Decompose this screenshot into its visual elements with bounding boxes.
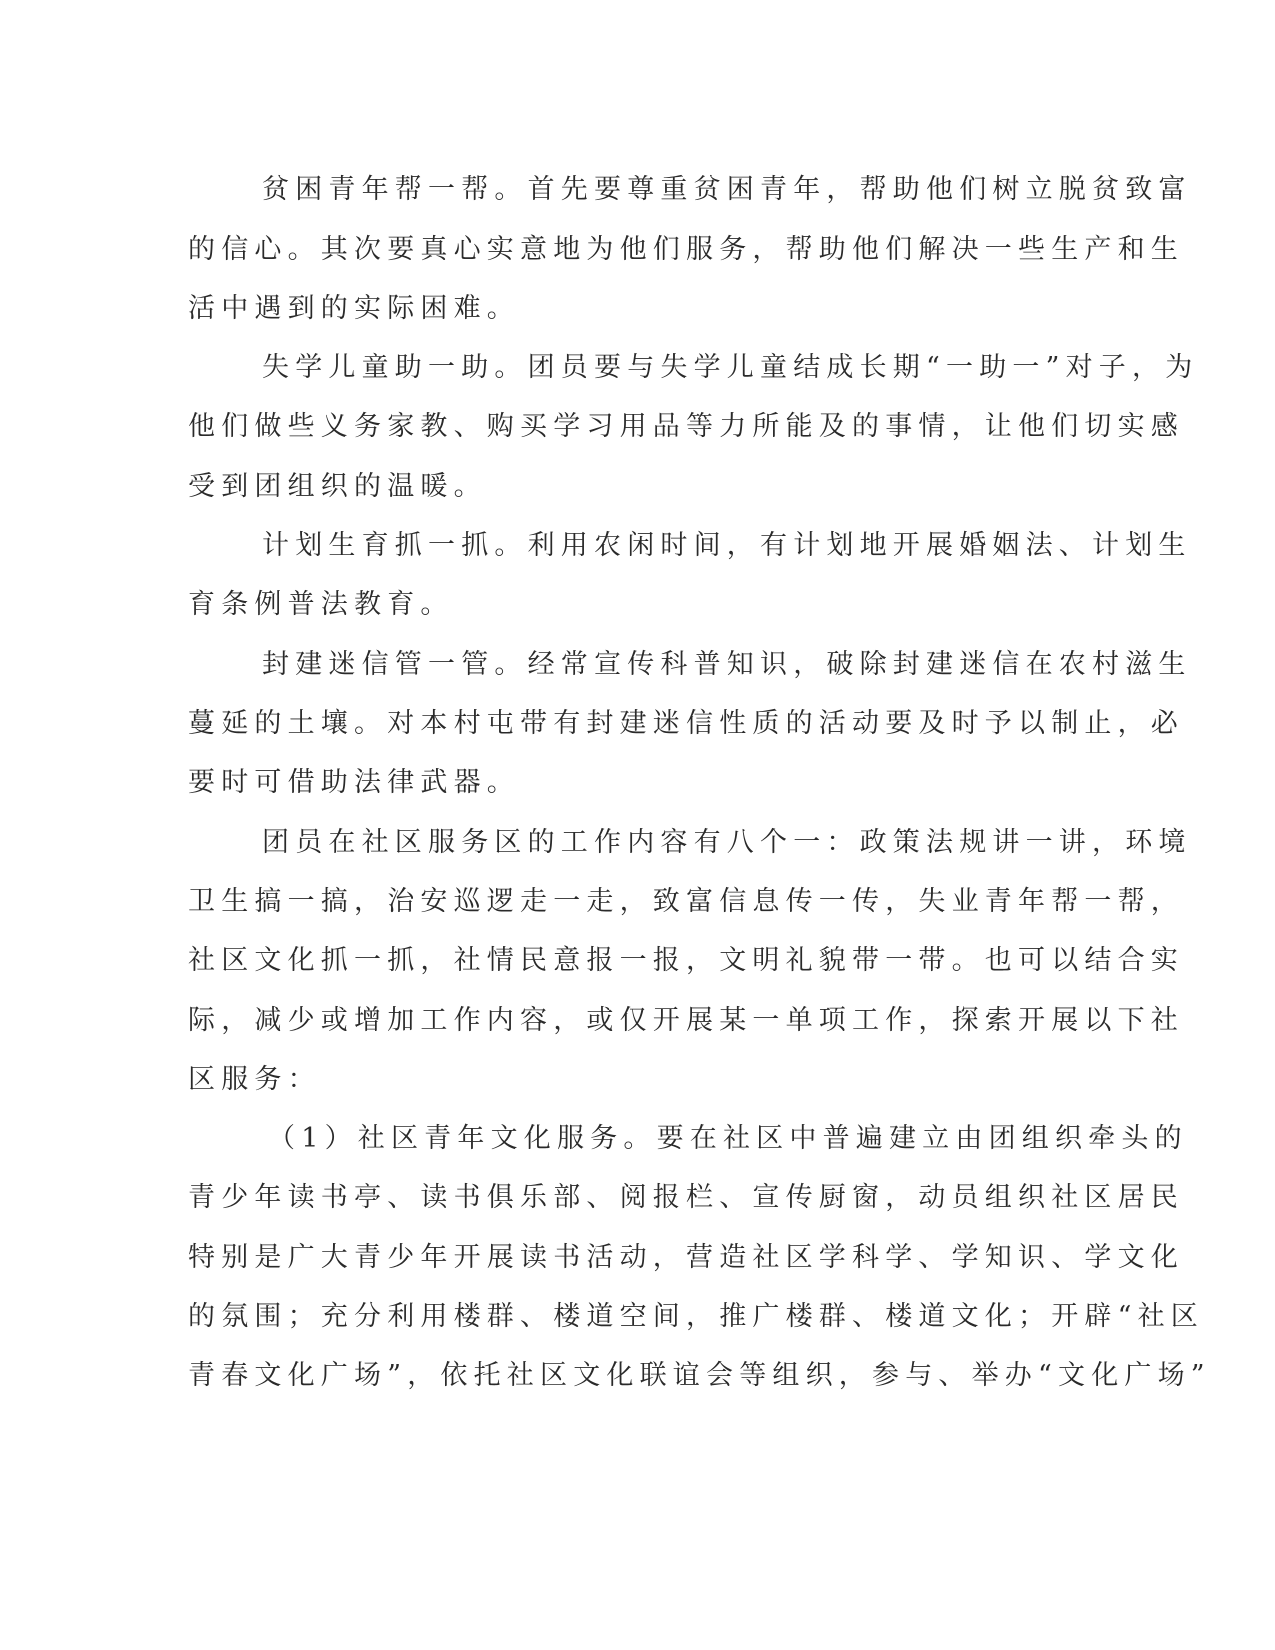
paragraph-5-line-2: 卫生搞一搞，治安巡逻走一走，致富信息传一传，失业青年帮一帮，: [188, 886, 1184, 917]
paragraph-5-line-4: 际，减少或增加工作内容，或仅开展某一单项工作，探索开展以下社: [188, 1005, 1184, 1036]
paragraph-5-line-3: 社区文化抓一抓，社情民意报一报，文明礼貌带一带。也可以结合实: [188, 945, 1184, 976]
paragraph-2-line-3: 受到团组织的温暖。: [188, 471, 487, 502]
paragraph-3-line-2: 育条例普法教育。: [188, 589, 454, 620]
paragraph-1-line-3: 活中遇到的实际困难。: [188, 293, 520, 324]
paragraph-5-line-1: 团员在社区服务区的工作内容有八个一：政策法规讲一讲，环境: [262, 827, 1192, 858]
paragraph-4-line-2: 蔓延的土壤。对本村屯带有封建迷信性质的活动要及时予以制止，必: [188, 708, 1184, 739]
list-item-1-line-4: 的氛围；充分利用楼群、楼道空间，推广楼群、楼道文化；开辟“社区: [188, 1301, 1205, 1332]
list-item-1-line-3: 特别是广大青少年开展读书活动，营造社区学科学、学知识、学文化: [188, 1242, 1184, 1273]
paragraph-2-line-1: 失学儿童助一助。团员要与失学儿童结成长期“一助一”对子，为: [262, 352, 1199, 383]
paragraph-1-line-2: 的信心。其次要真心实意地为他们服务，帮助他们解决一些生产和生: [188, 234, 1184, 265]
paragraph-4-line-1: 封建迷信管一管。经常宣传科普知识，破除封建迷信在农村滋生: [262, 649, 1192, 680]
paragraph-4-line-3: 要时可借助法律武器。: [188, 767, 520, 798]
paragraph-1-line-1: 贫困青年帮一帮。首先要尊重贫困青年，帮助他们树立脱贫致富: [262, 174, 1192, 205]
list-item-1-line-1: （1）社区青年文化服务。要在社区中普遍建立由团组织牵头的: [268, 1123, 1188, 1154]
paragraph-2-line-2: 他们做些义务家教、购买学习用品等力所能及的事情，让他们切实感: [188, 411, 1184, 442]
paragraph-5-line-5: 区服务：: [188, 1064, 321, 1095]
list-item-1-line-2: 青少年读书亭、读书俱乐部、阅报栏、宣传厨窗，动员组织社区居民: [188, 1182, 1184, 1213]
paragraph-3-line-1: 计划生育抓一抓。利用农闲时间，有计划地开展婚姻法、计划生: [262, 530, 1192, 561]
list-item-1-line-5: 青春文化广场”，依托社区文化联谊会等组织，参与、举办“文化广场”: [188, 1360, 1211, 1391]
